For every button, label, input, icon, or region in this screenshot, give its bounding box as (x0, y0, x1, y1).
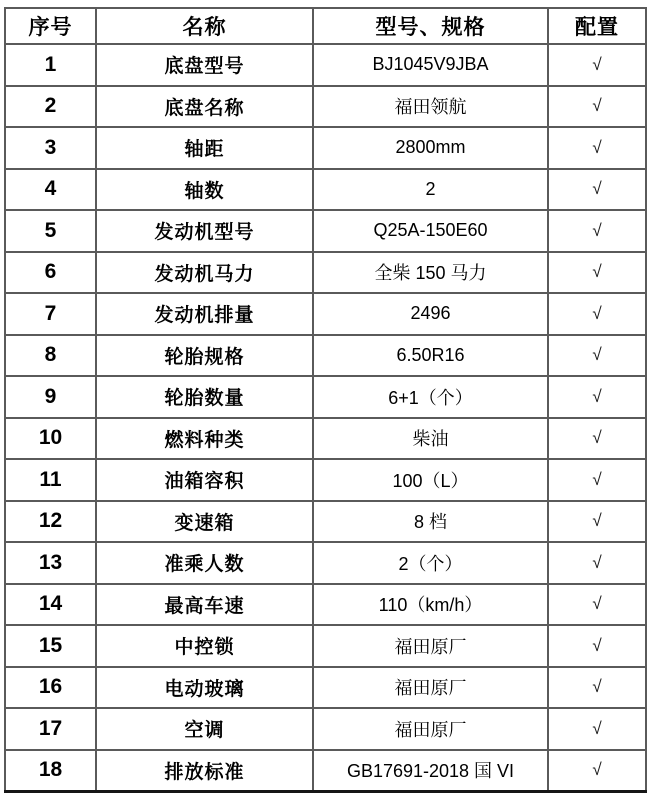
checkmark-cell: √ (548, 252, 646, 294)
cell-name: 轮胎数量 (96, 376, 313, 418)
checkmark-cell: √ (548, 169, 646, 211)
table-row (5, 418, 646, 460)
checkmark-cell: √ (548, 293, 646, 335)
cell-spec: 福田原厂 (313, 625, 548, 667)
checkmark-cell: √ (548, 459, 646, 501)
cell-name: 发动机型号 (96, 210, 313, 252)
cell-name: 燃料种类 (96, 418, 313, 460)
cell-name: 发动机排量 (96, 293, 313, 335)
cell-spec: 2800mm (313, 127, 548, 169)
cell-index: 10 (5, 418, 96, 460)
cell-spec: 100（L） (313, 459, 548, 501)
checkmark-cell: √ (548, 584, 646, 626)
cell-spec: 2496 (313, 293, 548, 335)
cell-name: 发动机马力 (96, 252, 313, 294)
table-row (5, 750, 646, 792)
cell-spec: GB17691-2018 国 VI (313, 750, 548, 792)
checkmark-cell: √ (548, 542, 646, 584)
table-row (5, 584, 646, 626)
spec-table-header (5, 8, 646, 44)
cell-name: 准乘人数 (96, 542, 313, 584)
cell-spec: 8 档 (313, 501, 548, 543)
table-row (5, 86, 646, 128)
cell-index: 7 (5, 293, 96, 335)
checkmark-cell: √ (548, 335, 646, 377)
cell-name: 变速箱 (96, 501, 313, 543)
cell-name: 底盘型号 (96, 44, 313, 86)
checkmark-cell: √ (548, 127, 646, 169)
cell-name: 排放标准 (96, 750, 313, 792)
cell-index: 13 (5, 542, 96, 584)
column-header-name: 名称 (96, 8, 313, 44)
table-row (5, 667, 646, 709)
cell-index: 3 (5, 127, 96, 169)
table-row (5, 127, 646, 169)
table-row (5, 376, 646, 418)
checkmark-cell: √ (548, 418, 646, 460)
table-row (5, 293, 646, 335)
table-row (5, 625, 646, 667)
cell-index: 4 (5, 169, 96, 211)
cell-name: 空调 (96, 708, 313, 750)
cell-name: 轴数 (96, 169, 313, 211)
table-row (5, 210, 646, 252)
cell-spec: Q25A-150E60 (313, 210, 548, 252)
table-row (5, 708, 646, 750)
cell-spec: 柴油 (313, 418, 548, 460)
cell-spec: 2（个） (313, 542, 548, 584)
cell-name: 中控锁 (96, 625, 313, 667)
checkmark-cell: √ (548, 501, 646, 543)
cell-index: 9 (5, 376, 96, 418)
header-row (5, 8, 646, 44)
cell-name: 轮胎规格 (96, 335, 313, 377)
table-row (5, 459, 646, 501)
cell-index: 5 (5, 210, 96, 252)
table-row (5, 169, 646, 211)
checkmark-cell: √ (548, 86, 646, 128)
cell-spec: 全柴 150 马力 (313, 252, 548, 294)
cell-name: 轴距 (96, 127, 313, 169)
table-row (5, 44, 646, 86)
table-row (5, 252, 646, 294)
checkmark-cell: √ (548, 708, 646, 750)
table-row (5, 501, 646, 543)
cell-spec: 福田领航 (313, 86, 548, 128)
table-row (5, 542, 646, 584)
table-row (5, 335, 646, 377)
cell-spec: 福田原厂 (313, 667, 548, 709)
cell-index: 15 (5, 625, 96, 667)
column-header-spec: 型号、规格 (313, 8, 548, 44)
cell-index: 2 (5, 86, 96, 128)
checkmark-cell: √ (548, 625, 646, 667)
cell-spec: 福田原厂 (313, 708, 548, 750)
cell-index: 14 (5, 584, 96, 626)
cell-name: 底盘名称 (96, 86, 313, 128)
cell-name: 电动玻璃 (96, 667, 313, 709)
cell-name: 最高车速 (96, 584, 313, 626)
cell-index: 6 (5, 252, 96, 294)
cell-spec: 110（km/h） (313, 584, 548, 626)
column-header-index: 序号 (5, 8, 96, 44)
checkmark-cell: √ (548, 376, 646, 418)
cell-spec: 6+1（个） (313, 376, 548, 418)
vehicle-spec-table (4, 7, 647, 793)
cell-spec: 2 (313, 169, 548, 211)
cell-name: 油箱容积 (96, 459, 313, 501)
checkmark-cell: √ (548, 667, 646, 709)
checkmark-cell: √ (548, 210, 646, 252)
cell-spec: BJ1045V9JBA (313, 44, 548, 86)
cell-index: 8 (5, 335, 96, 377)
spec-table-body (5, 44, 646, 791)
cell-index: 17 (5, 708, 96, 750)
cell-index: 1 (5, 44, 96, 86)
cell-index: 16 (5, 667, 96, 709)
cell-index: 12 (5, 501, 96, 543)
column-header-config: 配置 (548, 8, 646, 44)
checkmark-cell: √ (548, 44, 646, 86)
cell-spec: 6.50R16 (313, 335, 548, 377)
cell-index: 11 (5, 459, 96, 501)
cell-index: 18 (5, 750, 96, 792)
checkmark-cell: √ (548, 750, 646, 792)
